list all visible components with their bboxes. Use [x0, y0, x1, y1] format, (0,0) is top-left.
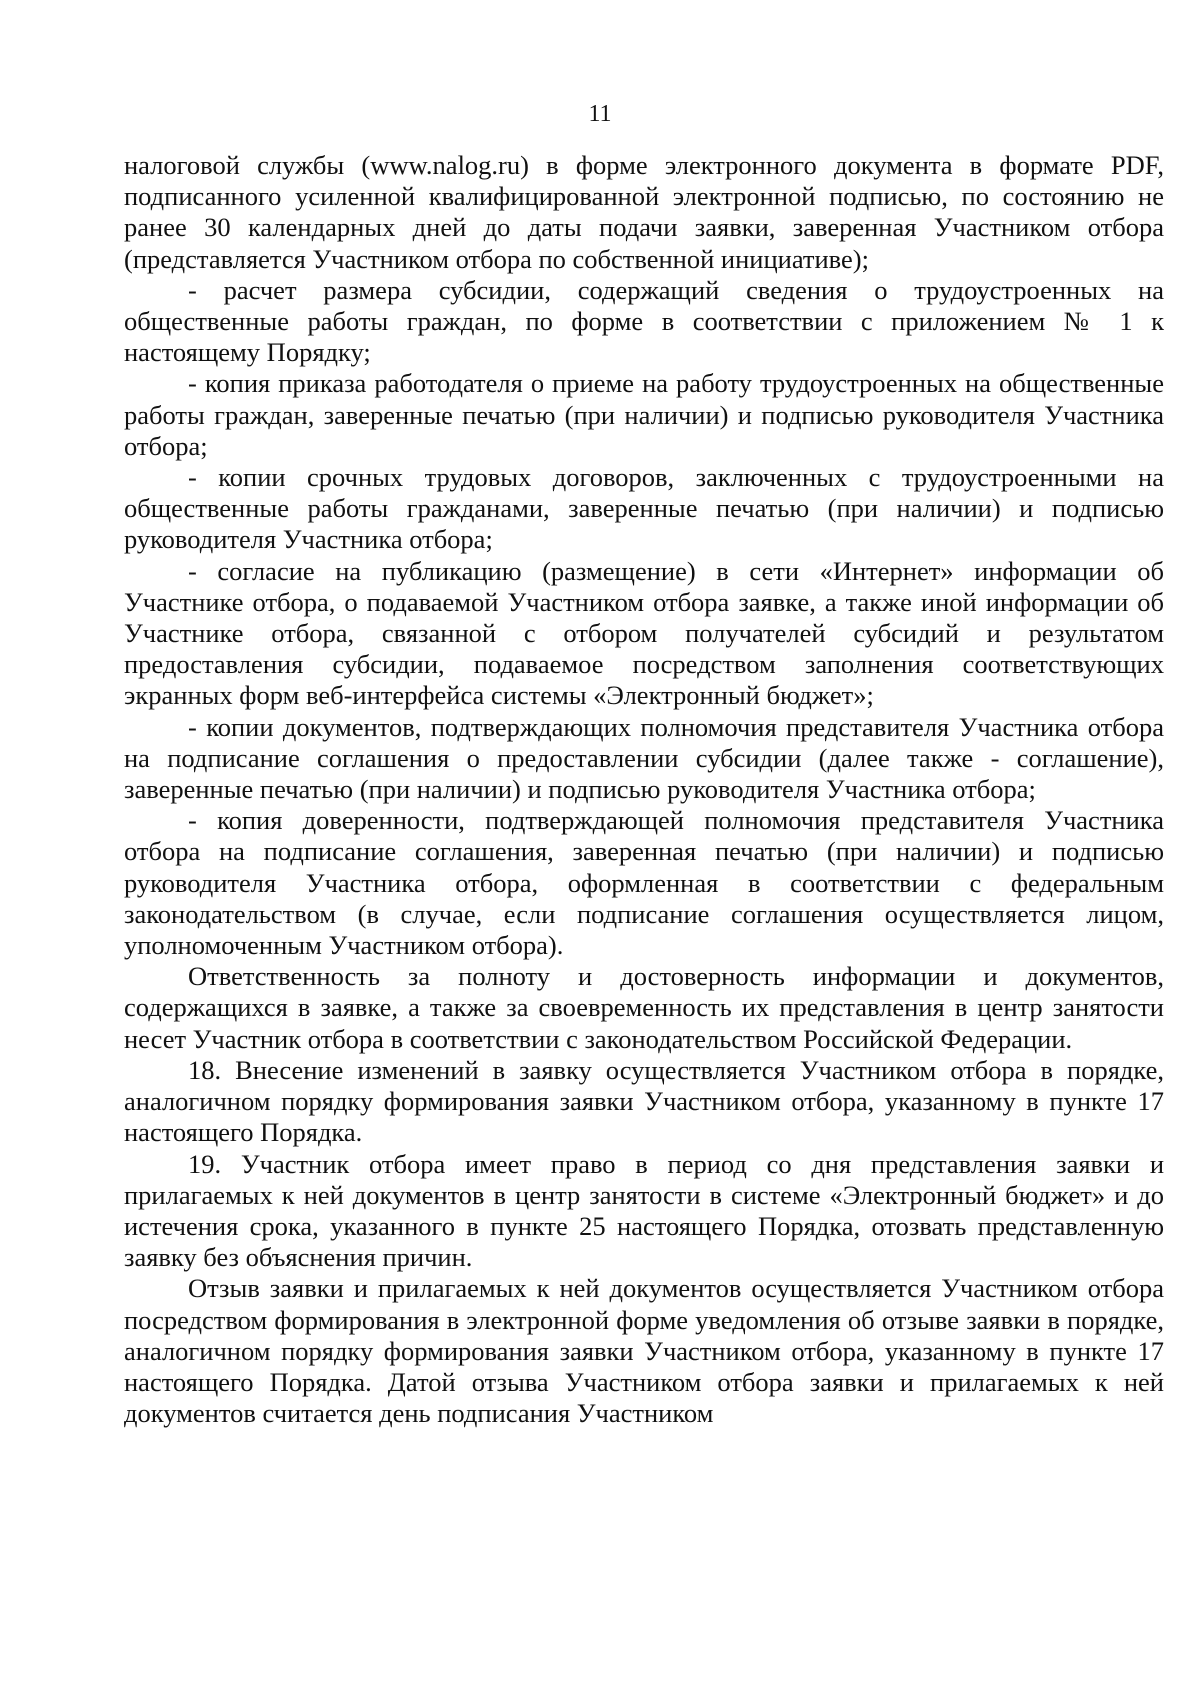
paragraph-power-of-attorney: - копия доверенности, подтверждающей полномочия представителя Участника отбора на подписание соглашения, заверенная печатью (при наличии) и подписью руководителя Участника отбора, оформленная в соответствии с федеральным законодательством (в случае, если подписание соглашения осуществляется лицом, уполномоченным Участником отбора). [124, 805, 1164, 961]
paragraph-item-19: 19. Участник отбора имеет право в период со дня представления заявки и прилагаемых к ней документов в центр занятости в системе «Электронный бюджет» и до истечения срока, указанного в пункте 25 настоящего Порядка, отозвать представленную заявку без объяснения причин. [124, 1148, 1164, 1273]
paragraph-authority-documents: - копии документов, подтверждающих полномочия представителя Участника отбора на подписание соглашения о предоставлении субсидии (далее также - соглашение), заверенные печатью (при наличии) и подписью руководителя Участника отбора; [124, 711, 1164, 805]
page-number: 11 [588, 101, 612, 127]
paragraph-subsidy-calculation: - расчет размера субсидии, содержащий сведения о трудоустроенных на общественные работы граждан, по форме в соответствии с приложением № 1 к настоящему Порядку; [124, 274, 1164, 368]
paragraph-publication-consent: - согласие на публикацию (размещение) в сети «Интернет» информации об Участнике отбора, о подаваемой Участником отбора заявке, а также иной информации об Участнике отбора, связанной с отбором получателей субсидий и результатом предоставления субсидии, подаваемое посредством заполнения соответствующих экранных форм веб-интерфейса системы «Электронный бюджет»; [124, 555, 1164, 711]
paragraph-labor-contracts-copies: - копии срочных трудовых договоров, заключенных с трудоустроенными на общественные работы гражданами, заверенные печатью (при наличии) и подписью руководителя Участника отбора; [124, 462, 1164, 555]
paragraph-item-18: 18. Внесение изменений в заявку осуществляется Участником отбора в порядке, аналогичном порядку формирования заявки Участником отбора, указанному в пункте 17 настоящего Порядка. [124, 1054, 1164, 1148]
paragraph-employer-order-copy: - копия приказа работодателя о приеме на работу трудоустроенных на общественные работы граждан, заверенные печатью (при наличии) и подписью руководителя Участника отбора; [124, 368, 1164, 461]
paragraph-tax-service-extract: налоговой службы (www.nalog.ru) в форме электронного документа в формате PDF, подписанного усиленной квалифицированной электронной подписью, по состоянию не ранее 30 календарных дней до даты подачи заявки, заверенная Участником отбора (представляется Участником отбора по собственной инициативе); [124, 150, 1164, 274]
paragraph-withdrawal: Отзыв заявки и прилагаемых к ней документов осуществляется Участником отбора посредством формирования в электронной форме уведомления об отзыве заявки в порядке, аналогичном порядку формирования заявки Участником отбора, указанному в пункте 17 настоящего Порядка. Датой отзыва Участником отбора заявки и прилагаемых к ней документов считается день подписания Участником [124, 1273, 1164, 1429]
paragraph-responsibility: Ответственность за полноту и достоверность информации и документов, содержащихся в заявке, а также за своевременность их представления в центр занятости несет Участник отбора в соответствии с законодательством Российской Федерации. [124, 961, 1164, 1054]
document-body [124, 150, 1164, 1429]
